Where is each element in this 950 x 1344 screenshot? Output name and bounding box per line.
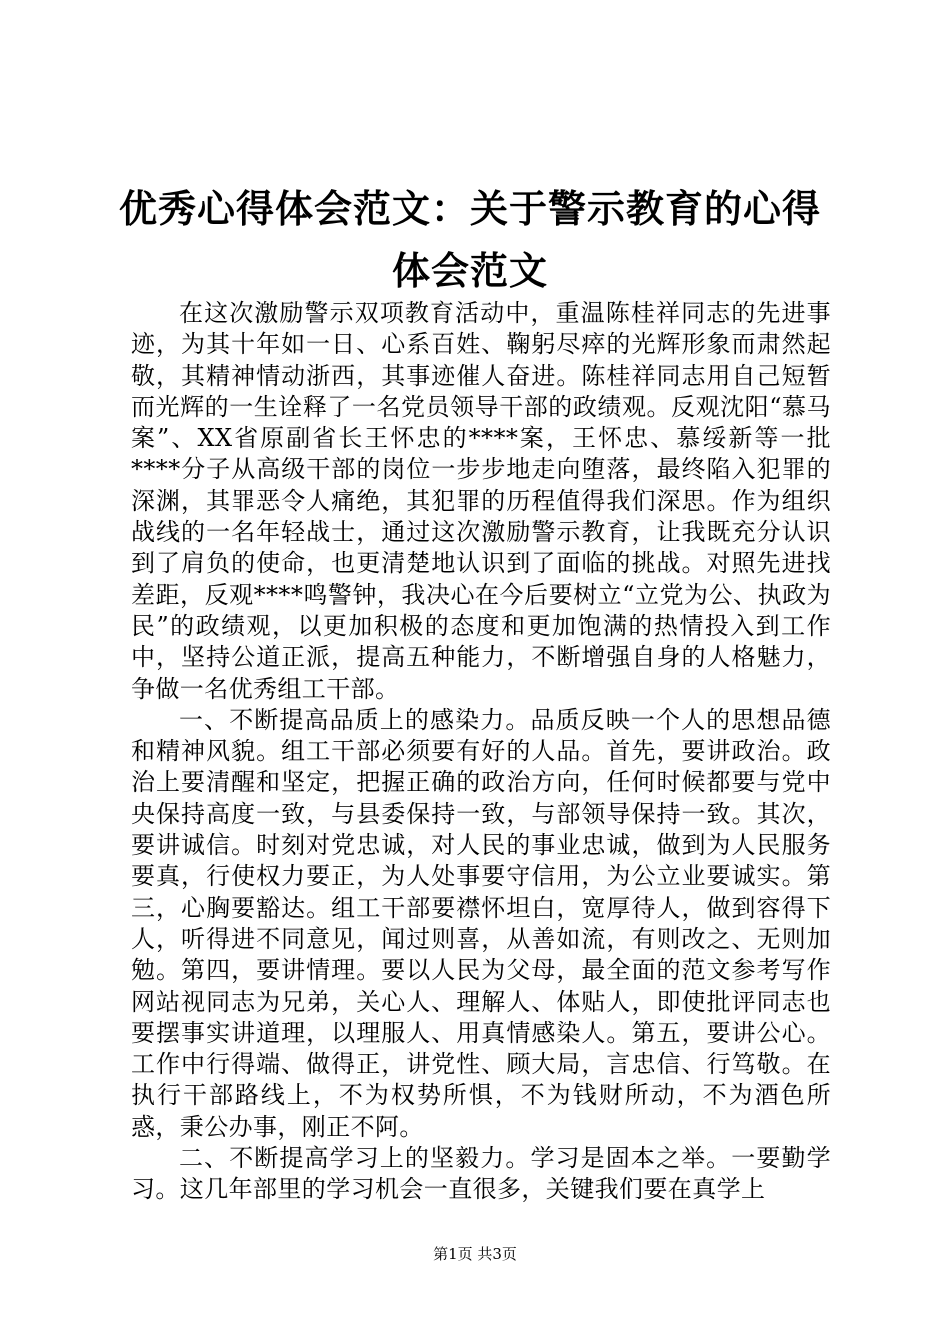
page-number-footer: 第1页 共3页 (433, 1245, 517, 1263)
document-title: 优秀心得体会范文：关于警示教育的心得体会范文 (118, 186, 821, 293)
paragraph-section-1: 一、不断提高品质上的感染力。品质反映一个人的思想品德和精神风貌。组工干部必须要有好的人品。首先，要讲政治。政治上要清醒和坚定，把握正确的政治方向，任何时候都要与党中央保持高度一致，与县委保持一致，与部领导保持一致。其次，要讲诚信。时刻对党忠诚，对人民的事业忠诚，做到为人民服务要真，行使权力要正，为人处事要守信用，为公立业要诚实。第三，心胸要豁达。组工干部要襟怀坦白，宽厚待人，做到容得下人，听得进不同意见，闻过则喜，从善如流，有则改之、无则加勉。第四，要讲情理。要以人民为父母，最全面的范文参考写作网站视同志为兄弟，关心人、理解人、体贴人，即使批评同志也要摆事实讲道理，以理服人、用真情感染人。第五，要讲公心。工作中行得端、做得正，讲党性、顾大局，言忠信、行笃敬。在执行干部路线上，不为权势所惧，不为钱财所动，不为酒色所惑，秉公办事，刚正不阿。 (131, 705, 831, 1141)
document-body (131, 298, 831, 1206)
paragraph-section-2: 二、不断提高学习上的坚毅力。学习是固本之举。一要勤学习。这几年部里的学习机会一直很多，关键我们要在真学上 (131, 1144, 831, 1204)
paragraph-intro: 在这次激励警示双项教育活动中，重温陈桂祥同志的先进事迹，为其十年如一日、心系百姓、鞠躬尽瘁的光辉形象而肃然起敬，其精神情动浙西，其事迹催人奋进。陈桂祥同志用自己短暂而光辉的一生诠释了一名党员领导干部的政绩观。反观沈阳“慕马案”、XX省原副省长王怀忠的****案，王怀忠、慕绥新等一批****分子从高级干部的岗位一步步地走向堕落，最终陷入犯罪的深渊，其罪恶令人痛绝，其犯罪的历程值得我们深思。作为组织战线的一名年轻战士，通过这次激励警示教育，让我既充分认识到了肩负的使命，也更清楚地认识到了面临的挑战。对照先进找差距，反观****鸣警钟，我决心在今后要树立“立党为公、执政为民”的政绩观，以更加积极的态度和更加饱满的热情投入到工作中，坚持公道正派，提高五种能力，不断增强自身的人格魅力，争做一名优秀组工干部。 (131, 299, 831, 703)
